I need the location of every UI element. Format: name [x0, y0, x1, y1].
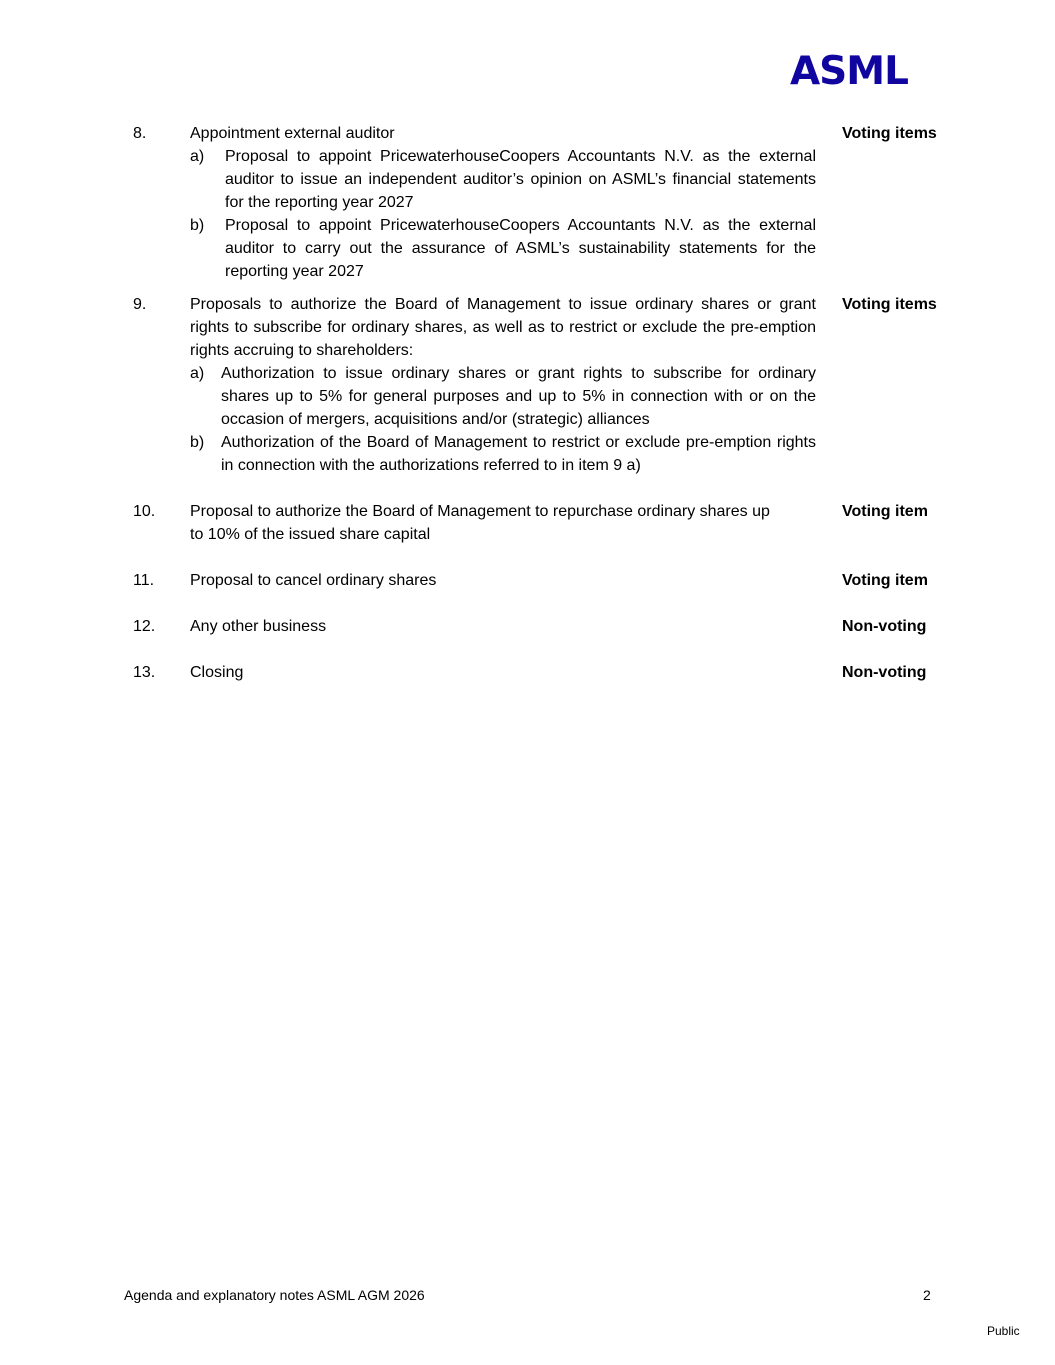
asml-logo: ASML [790, 49, 908, 94]
item-number: 8. [133, 125, 147, 142]
item-body [190, 293, 816, 477]
item-title: Any other business [190, 618, 327, 635]
subitem-text: Proposal to appoint PricewaterhouseCoopers Accountants N.V. as the external auditor to carry out the assurance of ASML’s sustainability statements for the reporting year 2027 [225, 217, 816, 280]
subitem-b [190, 431, 816, 477]
item-body [190, 500, 816, 546]
subitem-a [190, 145, 816, 214]
footer-page-number: 2 [923, 1287, 931, 1303]
voting-tag: Non-voting [842, 664, 927, 681]
subitem-label: b) [190, 217, 205, 234]
subitem-label: b) [190, 434, 205, 451]
subitem-text: Authorization of the Board of Management to restrict or exclude pre-emption rights in connection with the authorizations referred to in item 9 a) [221, 434, 816, 474]
item-title: Closing [190, 664, 244, 681]
subitem-b [190, 214, 816, 283]
item-title: Proposal to cancel ordinary shares [190, 572, 437, 589]
subitem-label: a) [190, 365, 205, 382]
item-number: 9. [133, 296, 147, 313]
voting-tag: Voting item [842, 503, 928, 520]
subitem-label: a) [190, 148, 205, 165]
item-number: 12. [133, 618, 156, 635]
item-title: Proposals to authorize the Board of Management to issue ordinary shares or grant rights to subscribe for ordinary shares, as well as to restrict or exclude the pre-emption rights accruing to shareholders: [190, 296, 816, 359]
subitem-text: Authorization to issue ordinary shares or grant rights to subscribe for ordinary shares up to 5% for general purposes and up to 5% in connection with or on the occasion of mergers, acquisitions and/or (strategic) alliances [221, 365, 816, 428]
item-title: Appointment external auditor [190, 125, 395, 142]
classification-label: Public [987, 1324, 1020, 1338]
item-number: 13. [133, 664, 156, 681]
subitem-a [190, 362, 816, 431]
voting-tag: Voting item [842, 572, 928, 589]
item-number: 10. [133, 503, 156, 520]
voting-tag: Voting items [842, 296, 937, 313]
item-title-line-2: to 10% of the issued share capital [190, 526, 431, 543]
voting-tag: Non-voting [842, 618, 927, 635]
item-body [190, 122, 816, 283]
footer-document-title: Agenda and explanatory notes ASML AGM 2026 [124, 1287, 425, 1303]
item-title-line-1: Proposal to authorize the Board of Management to repurchase ordinary shares up [190, 503, 770, 520]
item-number: 11. [133, 572, 155, 589]
subitem-text: Proposal to appoint PricewaterhouseCoopers Accountants N.V. as the external auditor to issue an independent auditor’s opinion on ASML’s financial statements for the reporting year 2027 [225, 148, 816, 211]
voting-tag: Voting items [842, 125, 937, 142]
